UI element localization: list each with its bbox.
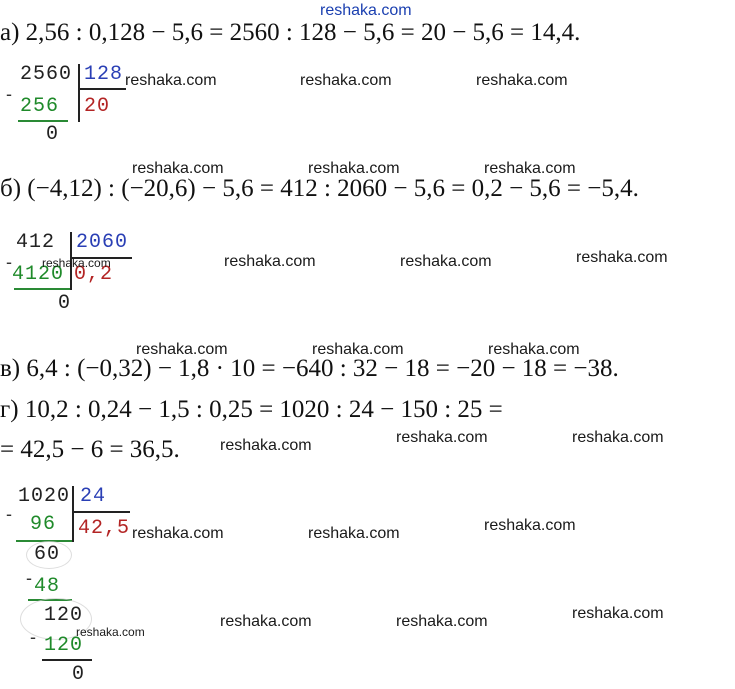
subtrahend: 4120 — [12, 263, 65, 286]
partial-remainder-2: 120 — [44, 604, 84, 627]
watermark: reshaka.com — [576, 249, 668, 266]
subtrahend-1: 96 — [30, 513, 57, 536]
equation-v: в) 6,4 : (−0,32) − 1,8 · 10 = −640 : 32 − 18 = −20 − 18 = −38. — [0, 355, 619, 382]
watermark: reshaka.com — [396, 613, 488, 630]
watermark: reshaka.com — [312, 341, 404, 358]
divisor: 2060 — [76, 231, 129, 254]
division-bar-vertical — [72, 486, 74, 542]
subtrahend-2: 48 — [34, 575, 61, 598]
divisor: 128 — [84, 63, 124, 86]
watermark: reshaka.com — [488, 341, 580, 358]
minus-sign: - — [26, 568, 32, 588]
subtrahend-3: 120 — [44, 634, 84, 657]
watermark: reshaka.com — [220, 437, 312, 454]
watermark: reshaka.com — [136, 341, 228, 358]
remainder: 0 — [58, 292, 72, 315]
division-bar-horizontal — [80, 88, 126, 90]
equation-g-line2: = 42,5 − 6 = 36,5. — [0, 436, 180, 463]
watermark: reshaka.com — [125, 72, 217, 89]
watermark: reshaka.com — [308, 160, 400, 177]
watermark: reshaka.com — [42, 256, 111, 270]
dividend: 412 — [16, 231, 56, 254]
quotient: 42,5 — [78, 517, 131, 540]
watermark: reshaka.com — [220, 613, 312, 630]
quotient: 0,2 — [74, 263, 114, 286]
partial-remainder-1: 60 — [34, 543, 61, 566]
watermark: reshaka.com — [484, 517, 576, 534]
minus-sign: - — [6, 252, 12, 272]
division-bar-horizontal — [74, 511, 130, 513]
watermark: reshaka.com — [224, 253, 316, 270]
watermark-top: reshaka.com — [320, 2, 412, 19]
division-bar-vertical — [78, 64, 80, 122]
watermark: reshaka.com — [132, 525, 224, 542]
watermark: reshaka.com — [484, 160, 576, 177]
watermark: reshaka.com — [476, 72, 568, 89]
watermark: reshaka.com — [76, 625, 145, 639]
equation-g-line1: г) 10,2 : 0,24 − 1,5 : 0,25 = 1020 : 24 − 150 : 25 = — [0, 396, 503, 423]
remainder: 0 — [46, 123, 60, 146]
minus-sign: - — [30, 627, 36, 647]
subtraction-line — [14, 288, 70, 290]
dividend: 2560 — [20, 63, 73, 86]
watermark: reshaka.com — [572, 429, 664, 446]
minus-sign: - — [6, 84, 12, 104]
minus-sign: - — [6, 504, 12, 524]
divisor: 24 — [80, 485, 107, 508]
remainder: 0 — [72, 663, 86, 686]
watermark: reshaka.com — [400, 253, 492, 270]
subtrahend: 256 — [20, 95, 60, 118]
watermark: reshaka.com — [396, 429, 488, 446]
equation-a: а) 2,56 : 0,128 − 5,6 = 2560 : 128 − 5,6 = 20 − 5,6 = 14,4. — [0, 19, 581, 46]
subtraction-line — [18, 120, 68, 122]
subtraction-line-3 — [42, 659, 92, 661]
watermark: reshaka.com — [132, 160, 224, 177]
quotient: 20 — [84, 95, 111, 118]
watermark: reshaka.com — [300, 72, 392, 89]
equation-b: б) (−4,12) : (−20,6) − 5,6 = 412 : 2060 − 5,6 = 0,2 − 5,6 = −5,4. — [0, 175, 639, 202]
watermark: reshaka.com — [308, 525, 400, 542]
dividend: 1020 — [18, 485, 71, 508]
watermark: reshaka.com — [572, 605, 664, 622]
